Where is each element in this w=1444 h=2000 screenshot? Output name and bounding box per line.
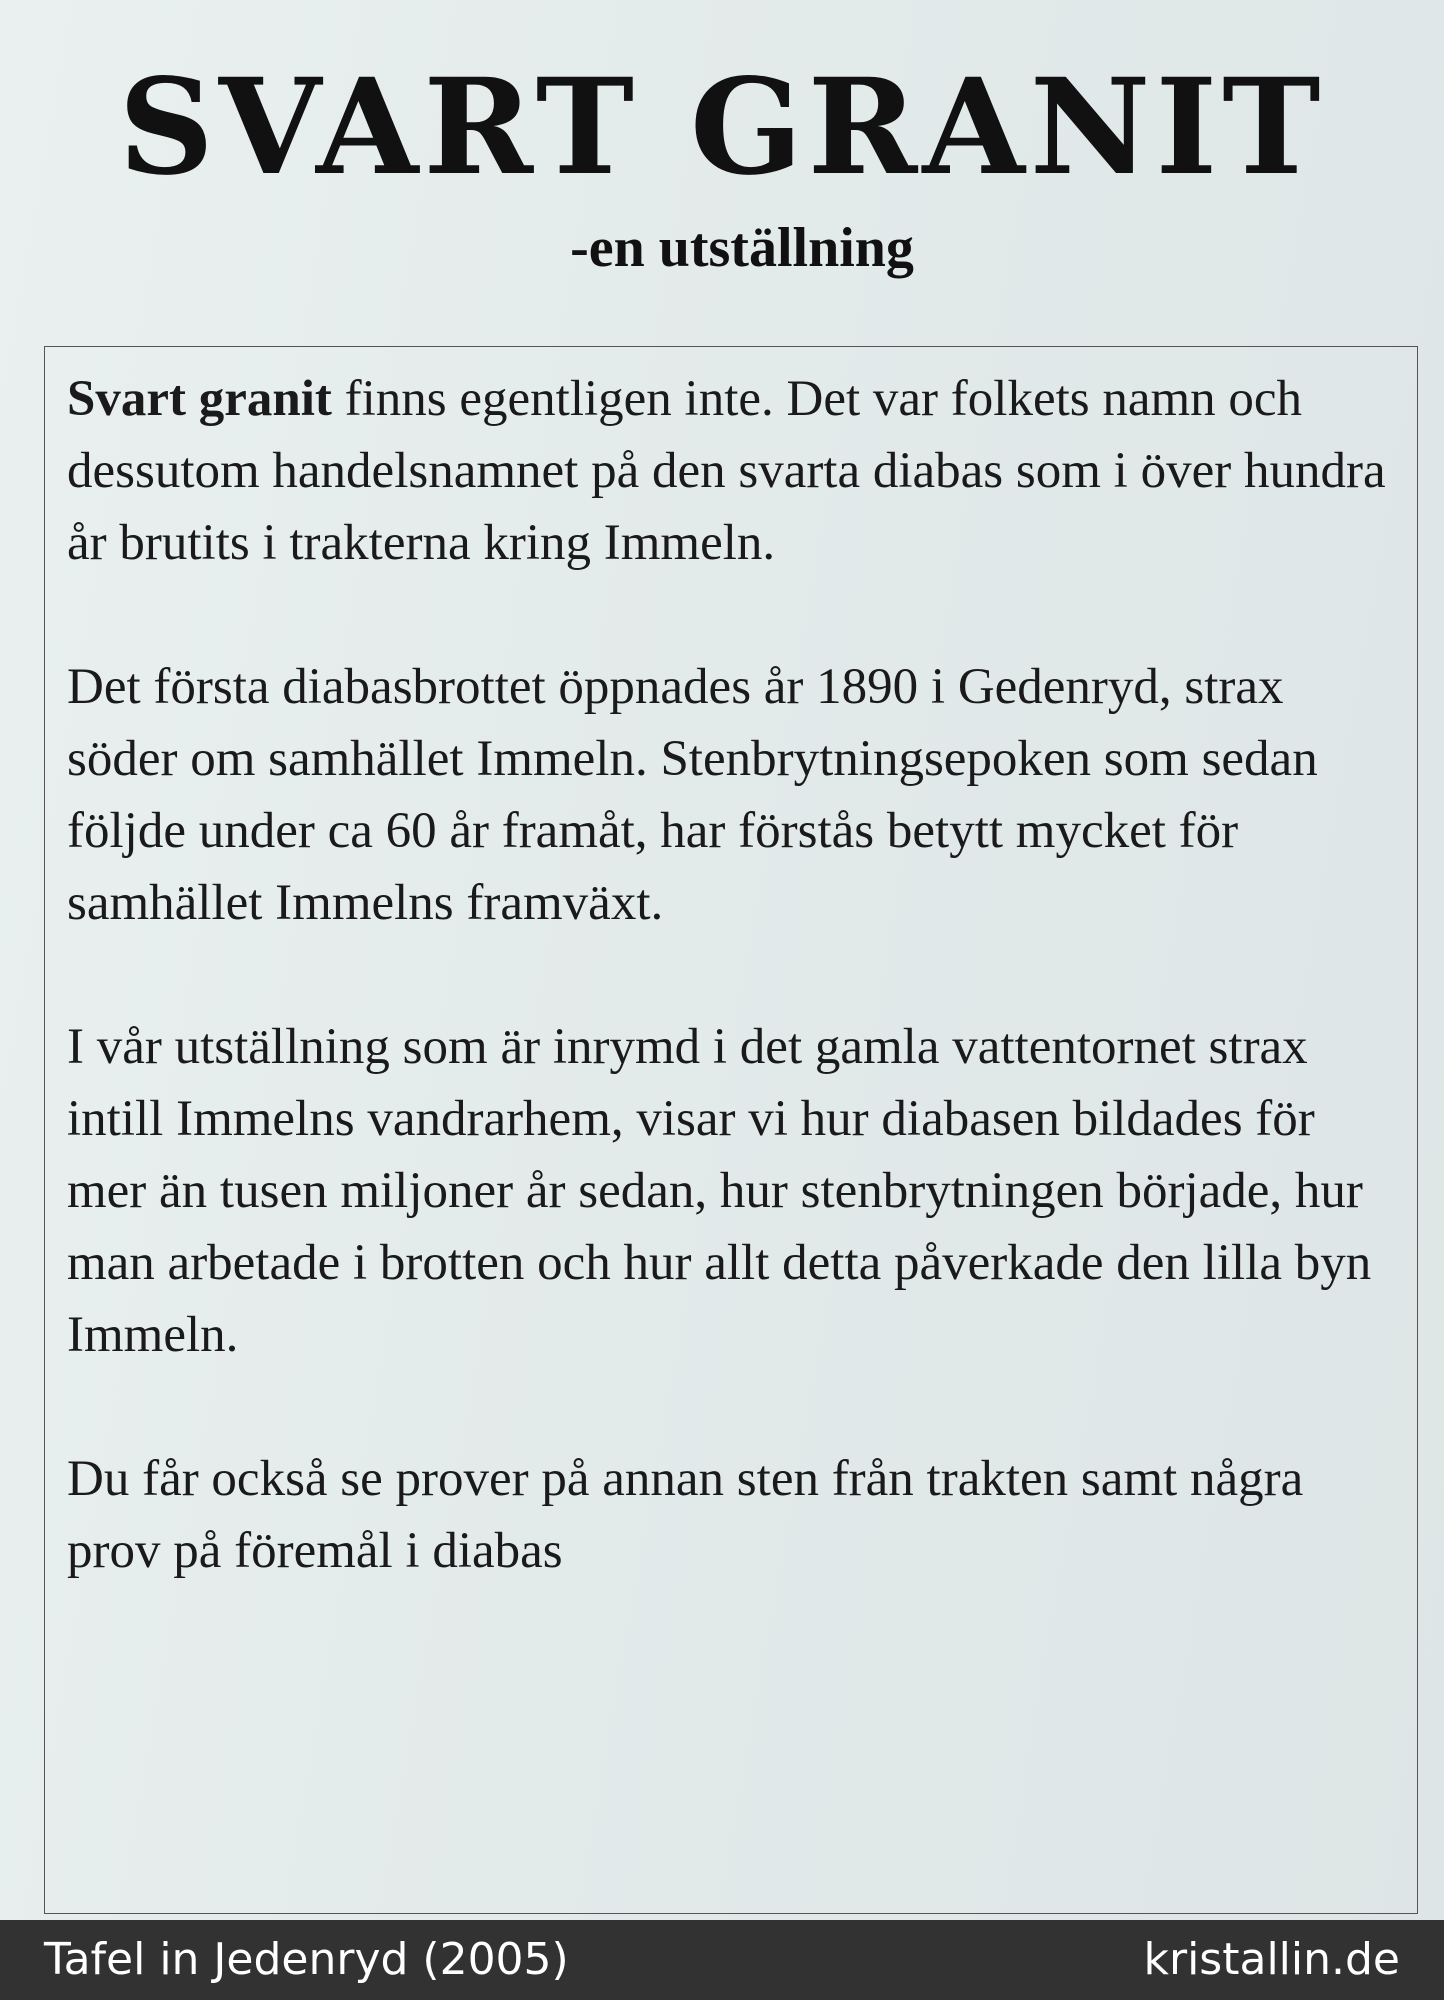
sign-text-box <box>44 346 1418 1914</box>
intro-text: finns egentligen inte. Det var folkets namn och dessutom handelsnamnet på den svarta diabas som i över hundra år brutits i trakterna kring Immeln. <box>67 371 1386 571</box>
photo-caption-bar <box>0 1920 1444 2000</box>
paragraph-intro <box>67 363 1391 579</box>
sign-subtitle: -en utställning <box>570 217 914 279</box>
paragraph-exhibition: I vår utställning som är inrymd i det gamla vattentornet strax intill Immelns vandrarhem, visar vi hur diabasen bildades för mer än tusen miljoner år sedan, hur stenbrytningen började, hur man arbetade i brotten och hur allt detta påverkade den lilla byn Immeln. <box>67 1019 1372 1363</box>
sign-title: SVART GRANIT <box>118 50 1326 205</box>
paragraph-samples: Du får också se prover på annan sten från trakten samt några prov på föremål i diabas <box>67 1451 1304 1579</box>
caption-location: Tafel in Jedenryd (2005) <box>44 1934 569 1985</box>
paragraph-history: Det första diabasbrottet öppnades år 1890 i Gedenryd, strax söder om samhället Immeln. Stenbrytningsepoken som sedan följde under ca 60 år framåt, har förstås betytt mycket för samhället Immelns framväxt. <box>67 659 1318 931</box>
caption-source: kristallin.de <box>1143 1934 1400 1985</box>
intro-bold-term: Svart granit <box>67 371 332 427</box>
